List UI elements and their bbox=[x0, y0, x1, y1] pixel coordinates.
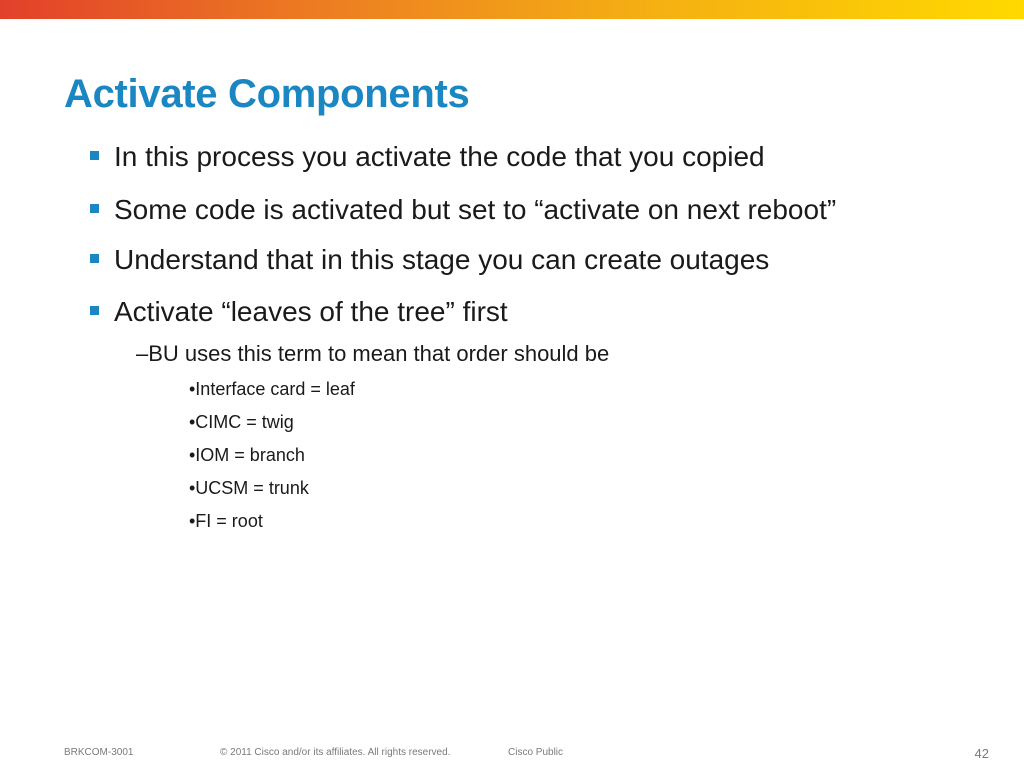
sub-sub-bullet: •FI = root bbox=[189, 511, 263, 531]
bullet-square-icon bbox=[90, 204, 99, 213]
sub-sub-bullet: •CIMC = twig bbox=[189, 412, 294, 432]
sub-sub-bullet: •UCSM = trunk bbox=[189, 478, 309, 498]
footer-session-code: BRKCOM-3001 bbox=[64, 747, 134, 758]
bullet-text: Some code is activated but set to “activate on next reboot” bbox=[114, 194, 837, 225]
sub-bullet: –BU uses this term to mean that order should be bbox=[136, 341, 610, 366]
bullet-square-icon bbox=[90, 306, 99, 315]
bullet-text: In this process you activate the code that you copied bbox=[114, 141, 765, 172]
sub-sub-bullet: •Interface card = leaf bbox=[189, 379, 355, 399]
bullet-square-icon bbox=[90, 254, 99, 263]
page-number: 42 bbox=[974, 746, 989, 761]
sub-sub-bullet: •IOM = branch bbox=[189, 445, 305, 465]
slide-title: Activate Components bbox=[64, 72, 470, 116]
bullet-square-icon bbox=[90, 151, 99, 160]
footer-classification: Cisco Public bbox=[508, 747, 564, 758]
bullet-text: Activate “leaves of the tree” first bbox=[114, 296, 508, 327]
bullet-text: Understand that in this stage you can create outages bbox=[114, 244, 770, 275]
top-gradient-bar bbox=[0, 0, 1024, 19]
footer-copyright: © 2011 Cisco and/or its affiliates. All rights reserved. bbox=[220, 747, 451, 758]
